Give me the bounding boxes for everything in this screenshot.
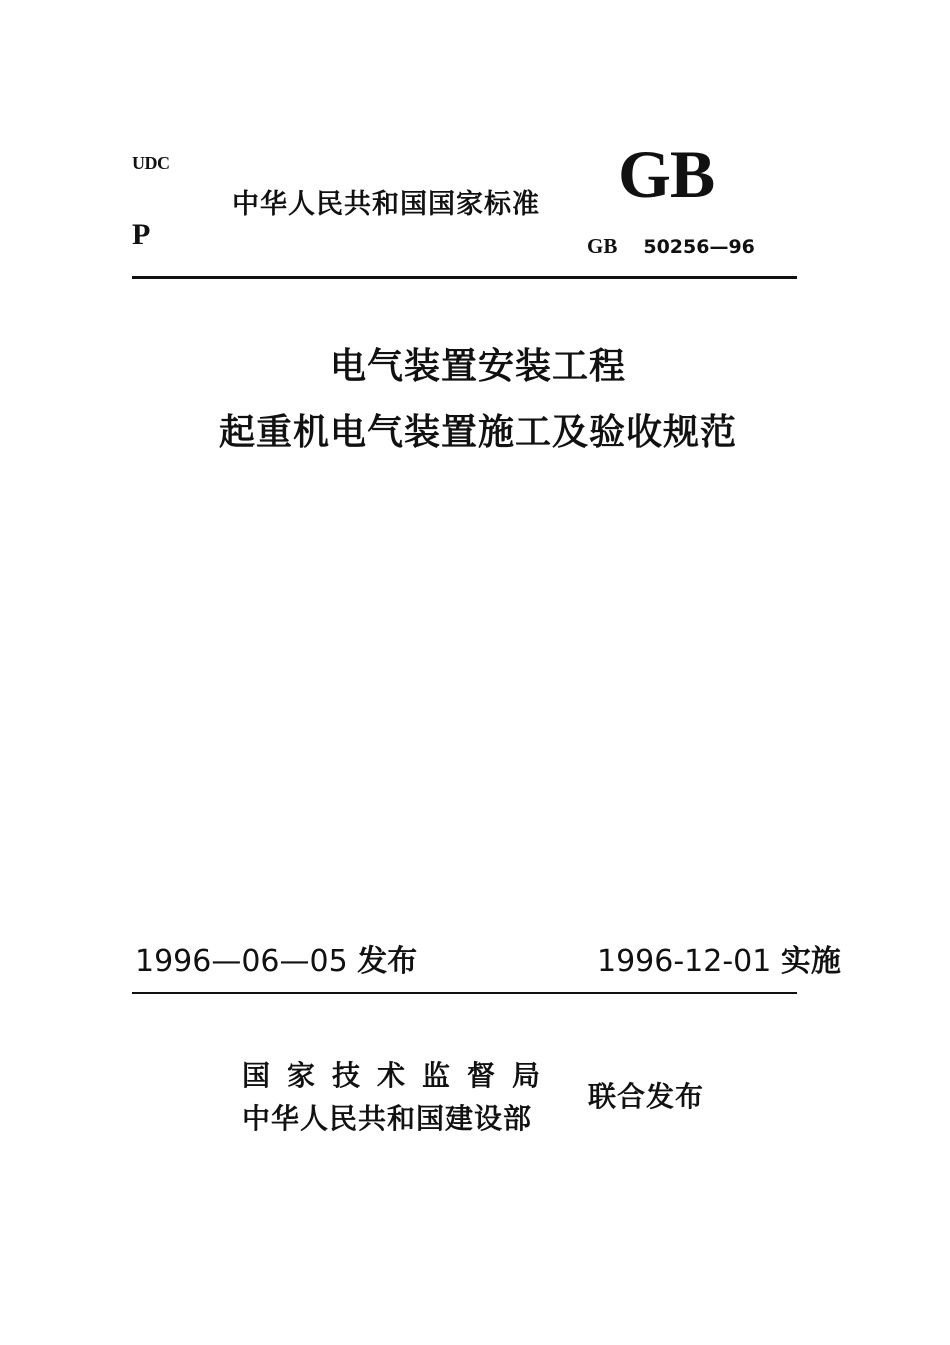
issue-date-label: 发布 [357, 944, 418, 979]
top-divider [132, 276, 797, 279]
effective-date-value: 1996-12-01 [597, 944, 772, 979]
bottom-divider [132, 992, 797, 994]
standard-prefix: GB [587, 234, 618, 258]
issuer-technical-supervision: 国家技术监督局 [242, 1059, 558, 1092]
udc-label: UDC [132, 153, 170, 173]
standard-number-value: 50256—96 [643, 236, 755, 258]
issuer-ministry-construction: 中华人民共和国建设部 [242, 1102, 533, 1135]
gb-logo: GB [618, 136, 715, 212]
issue-date-value: 1996—06—05 [135, 944, 348, 979]
joint-issue-label: 联合发布 [588, 1080, 705, 1113]
national-standard-label: 中华人民共和国国家标准 [232, 189, 540, 220]
classification-code: P [132, 218, 151, 251]
effective-date [597, 936, 841, 980]
effective-date-label: 实施 [780, 944, 841, 979]
standard-number [587, 234, 755, 259]
issue-date [135, 936, 417, 980]
document-title-line2: 起重机电气装置施工及验收规范 [218, 412, 737, 453]
document-title-line1: 电气装置安装工程 [329, 346, 626, 387]
